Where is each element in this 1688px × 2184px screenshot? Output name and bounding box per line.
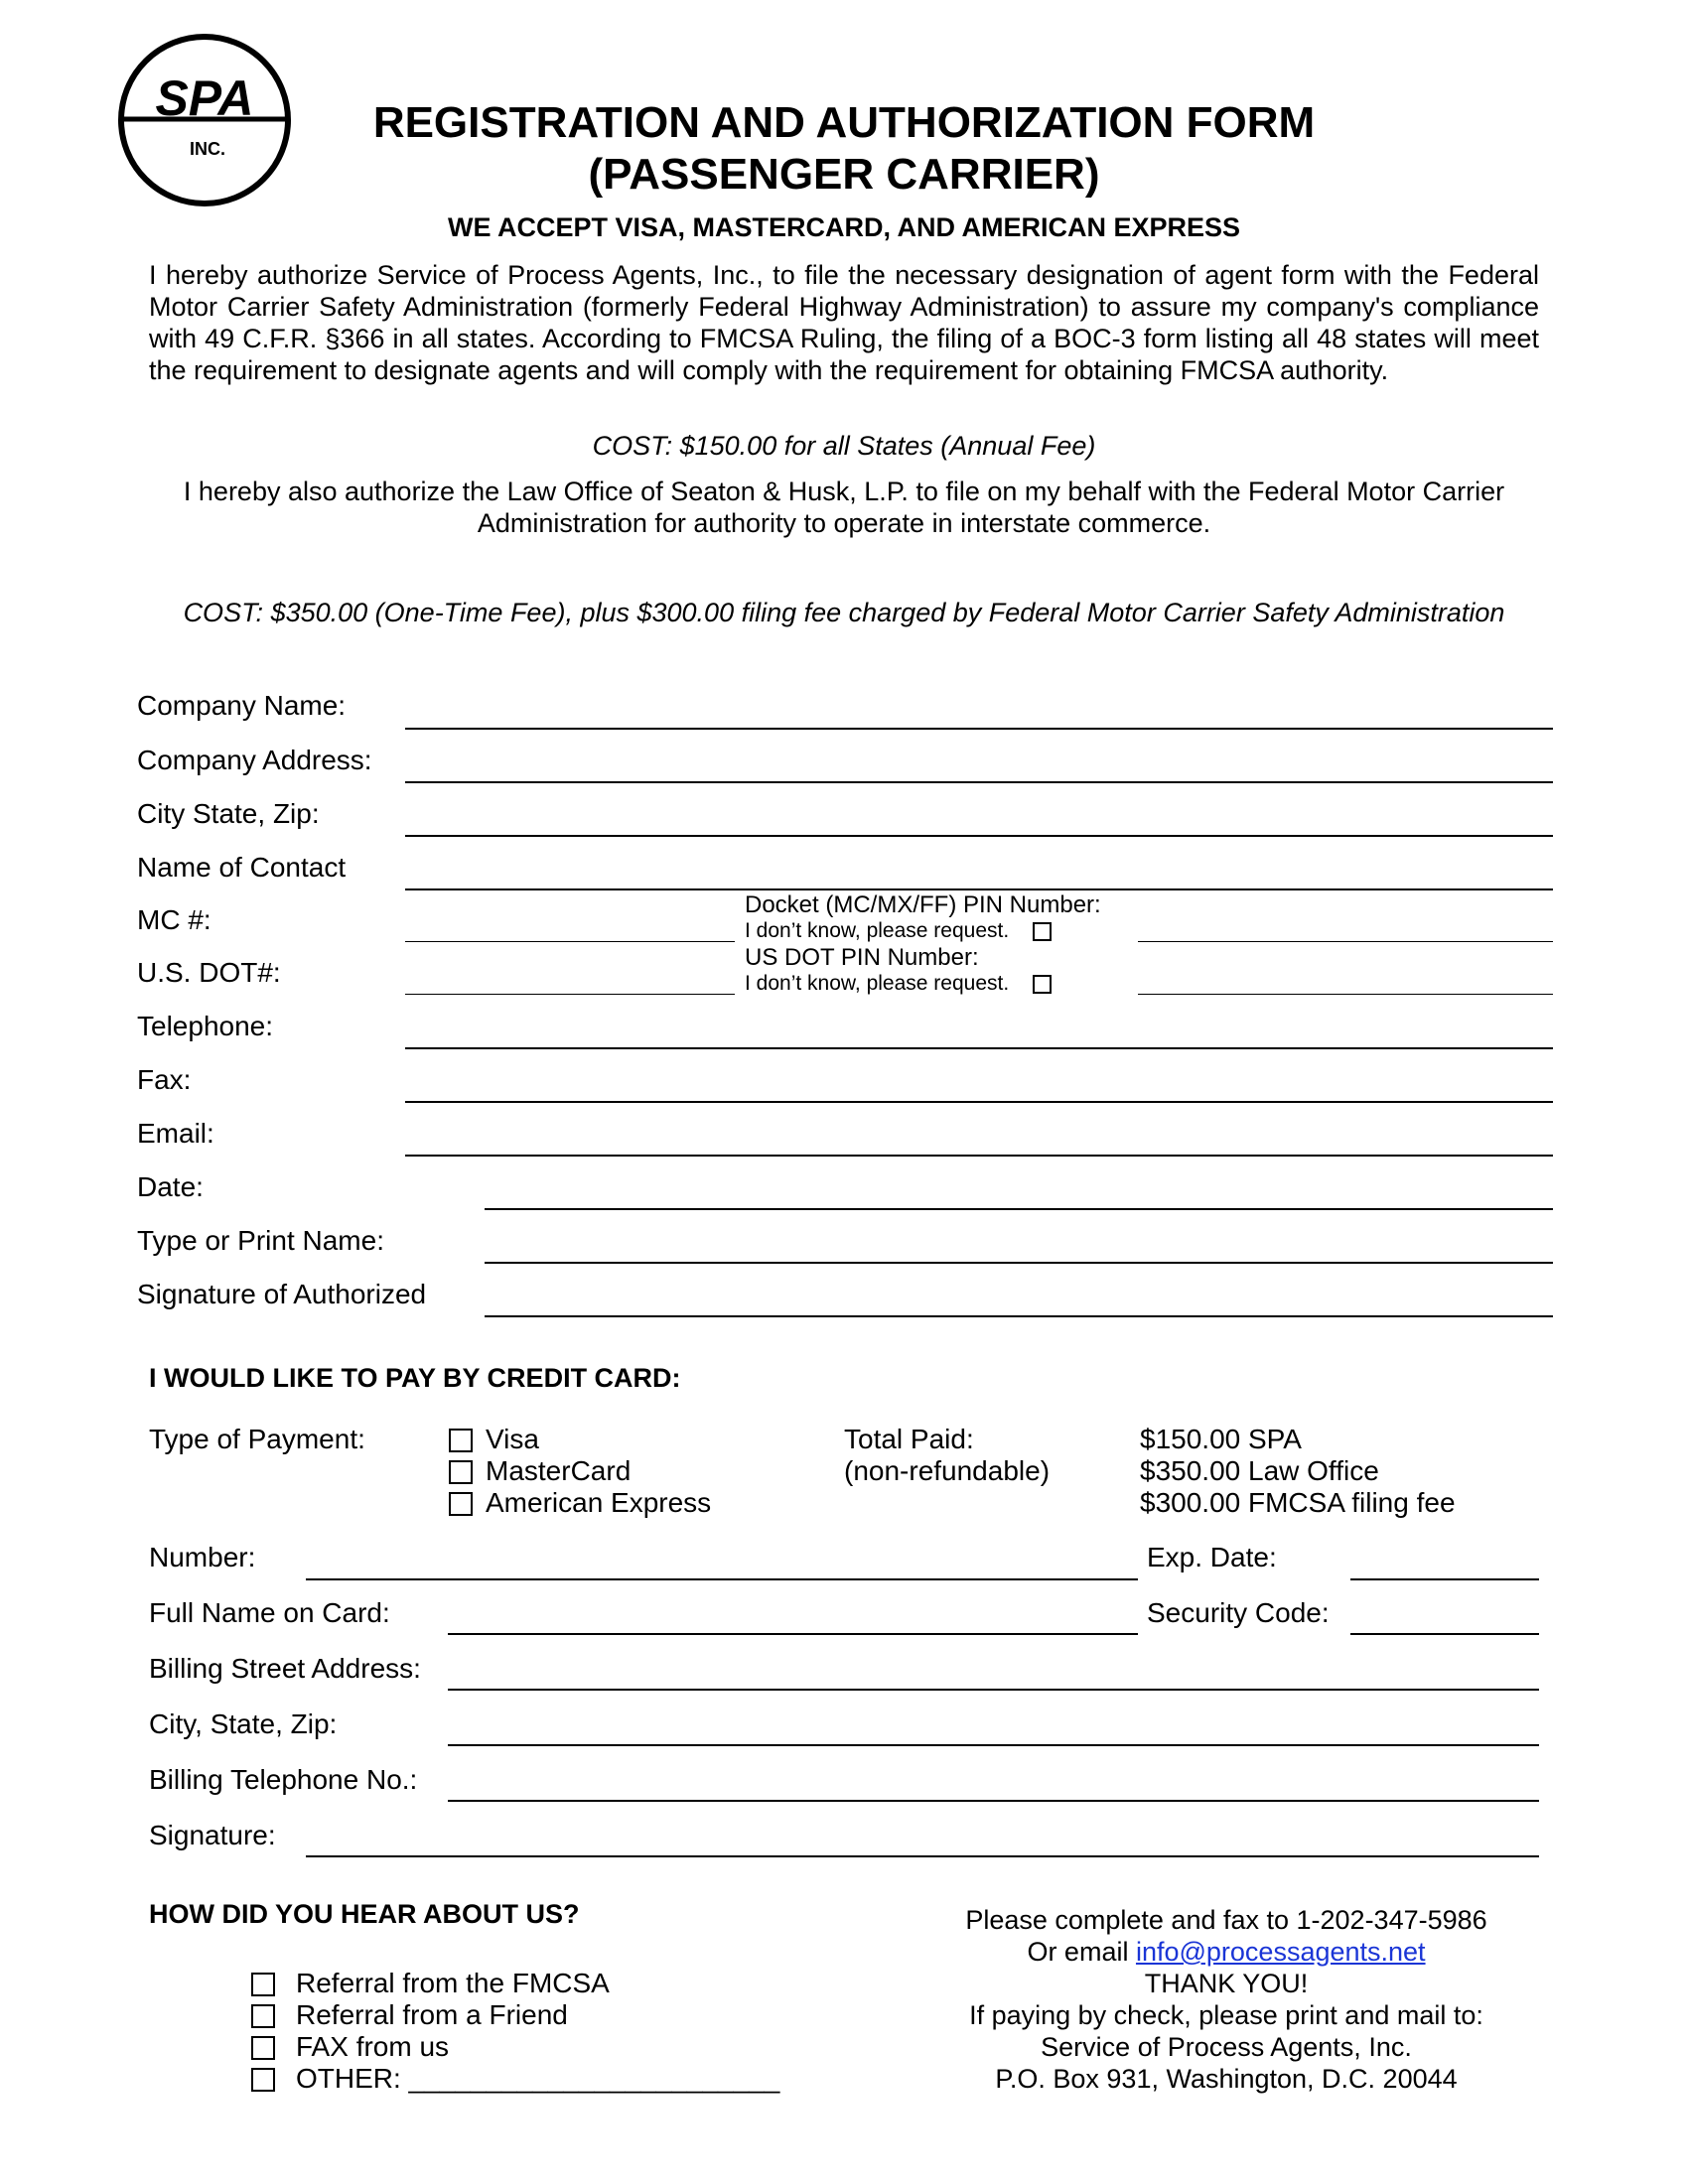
card-number-label: Number:	[149, 1542, 256, 1572]
email-field[interactable]	[405, 1155, 1553, 1157]
accepted-cards-notice: WE ACCEPT VISA, MASTERCARD, AND AMERICAN EXPRESS	[447, 212, 1241, 242]
visa-checkbox[interactable]	[449, 1429, 473, 1452]
amex-checkbox[interactable]	[449, 1492, 473, 1516]
fax-field[interactable]	[405, 1101, 1553, 1103]
mastercard-checkbox[interactable]	[449, 1460, 473, 1484]
hear-other-label: OTHER: ________________________	[296, 2063, 780, 2094]
usdot-pin-label: US DOT PIN Number:	[745, 944, 979, 971]
payment-heading: I WOULD LIKE TO PAY BY CREDIT CARD:	[149, 1363, 681, 1393]
security-code-field[interactable]	[1350, 1633, 1539, 1635]
date-field[interactable]	[485, 1208, 1553, 1210]
security-code-label: Security Code:	[1147, 1597, 1330, 1628]
mc-label: MC #:	[137, 904, 211, 935]
company-name-field[interactable]	[405, 728, 1553, 730]
company-address-label: Company Address:	[137, 745, 372, 775]
hear-fmcsa-label: Referral from the FMCSA	[296, 1968, 610, 1998]
docket-dont-know-label: I don’t know, please request.	[745, 919, 1010, 942]
payment-type-label: Type of Payment:	[149, 1424, 365, 1454]
date-label: Date:	[137, 1171, 204, 1202]
visa-label: Visa	[486, 1424, 539, 1454]
hear-fax-label: FAX from us	[296, 2031, 450, 2062]
billing-phone-label: Billing Telephone No.:	[149, 1764, 418, 1795]
billing-phone-field[interactable]	[448, 1800, 1539, 1802]
logo-text: SPA	[155, 70, 254, 126]
authorization-paragraph: I hereby authorize Service of Process Agents, Inc., to file the necessary designation of agent form with the Federal Motor Carrier Safety Administration (formerly Federal Highway Administration) to assure my company's compliance with 49 C.F.R. §366 in all states. According to FMCSA Ruling, the filing of a BOC-3 form listing all 48 states will meet the requirement to designate agents and will comply with the requirement for obtaining FMCSA authority.	[149, 260, 1539, 385]
amount-fmcsa-fee: $300.00 FMCSA filing fee	[1140, 1487, 1456, 1518]
exp-date-field[interactable]	[1350, 1578, 1539, 1580]
contact-block	[928, 1904, 1524, 2095]
hear-fax-checkbox[interactable]	[251, 2036, 275, 2060]
docket-dont-know-checkbox[interactable]	[1033, 922, 1052, 941]
billing-address-label: Billing Street Address:	[149, 1653, 421, 1684]
mailing-company: Service of Process Agents, Inc.	[1041, 2032, 1412, 2062]
usdot-dont-know-checkbox[interactable]	[1033, 975, 1052, 994]
check-instructions: If paying by check, please print and mail to:	[969, 2000, 1483, 2030]
telephone-field[interactable]	[405, 1047, 1553, 1049]
mailing-address: P.O. Box 931, Washington, D.C. 20044	[995, 2064, 1458, 2094]
form-title: REGISTRATION AND AUTHORIZATION FORM	[372, 98, 1316, 147]
email-link[interactable]: info@processagents.net	[1135, 1937, 1426, 1967]
city-state-zip-label: City State, Zip:	[137, 798, 320, 829]
non-refundable-label: (non-refundable)	[844, 1455, 1051, 1486]
hear-friend-checkbox[interactable]	[251, 2004, 275, 2028]
card-number-field[interactable]	[306, 1578, 1138, 1580]
total-paid-label: Total Paid:	[844, 1424, 974, 1454]
logo-sub-text: INC.	[190, 139, 225, 159]
billing-address-field[interactable]	[448, 1689, 1539, 1691]
card-signature-field[interactable]	[306, 1855, 1539, 1857]
usdot-label: U.S. DOT#:	[137, 957, 281, 988]
amount-spa: $150.00 SPA	[1140, 1424, 1302, 1454]
card-name-label: Full Name on Card:	[149, 1597, 390, 1628]
hear-heading: HOW DID YOU HEAR ABOUT US?	[149, 1899, 580, 1929]
spa-logo	[116, 32, 293, 208]
hear-other-checkbox[interactable]	[251, 2068, 275, 2092]
company-name-label: Company Name:	[137, 690, 347, 721]
mc-field[interactable]	[405, 941, 735, 942]
mastercard-label: MasterCard	[486, 1455, 632, 1486]
company-address-field[interactable]	[405, 781, 1553, 783]
docket-pin-field[interactable]	[1138, 941, 1553, 942]
card-name-field[interactable]	[448, 1633, 1138, 1635]
fax-instructions: Please complete and fax to 1-202-347-5986	[965, 1905, 1487, 1935]
email-label: Email:	[137, 1118, 214, 1149]
billing-city-label: City, State, Zip:	[149, 1708, 338, 1739]
fax-label: Fax:	[137, 1064, 192, 1095]
amount-law-office: $350.00 Law Office	[1140, 1455, 1379, 1486]
city-state-zip-field[interactable]	[405, 835, 1553, 837]
email-prefix: Or email	[1027, 1937, 1129, 1967]
email-line	[928, 1936, 1524, 1968]
form-subtitle: (PASSENGER CARRIER)	[588, 150, 1100, 199]
hear-fmcsa-checkbox[interactable]	[251, 1973, 275, 1996]
authorized-signature-label: Signature of Authorized	[137, 1279, 427, 1309]
amex-label: American Express	[486, 1487, 712, 1518]
hear-friend-label: Referral from a Friend	[296, 1999, 568, 2030]
law-office-authorization: I hereby also authorize the Law Office of Seaton & Husk, L.P. to file on my behalf with the Federal Motor Carrier Administration for authority to operate in interstate commerce.	[183, 477, 1505, 538]
usdot-pin-field[interactable]	[1138, 994, 1553, 995]
card-signature-label: Signature:	[149, 1820, 276, 1850]
contact-name-label: Name of Contact	[137, 852, 347, 883]
cost-law-office: COST: $350.00 (One-Time Fee), plus $300.00 filing fee charged by Federal Motor Carrier Safety Administration	[183, 598, 1505, 627]
telephone-label: Telephone:	[137, 1011, 274, 1041]
docket-pin-label: Docket (MC/MX/FF) PIN Number:	[745, 891, 1101, 918]
usdot-field[interactable]	[405, 994, 735, 995]
print-name-field[interactable]	[485, 1262, 1553, 1264]
billing-city-field[interactable]	[448, 1744, 1539, 1746]
authorized-signature-field[interactable]	[485, 1315, 1553, 1317]
print-name-label: Type or Print Name:	[137, 1225, 384, 1256]
exp-date-label: Exp. Date:	[1147, 1542, 1277, 1572]
thank-you: THANK YOU!	[1144, 1969, 1309, 1998]
usdot-dont-know-label: I don’t know, please request.	[745, 972, 1010, 995]
cost-spa: COST: $150.00 for all States (Annual Fee)	[592, 431, 1096, 461]
